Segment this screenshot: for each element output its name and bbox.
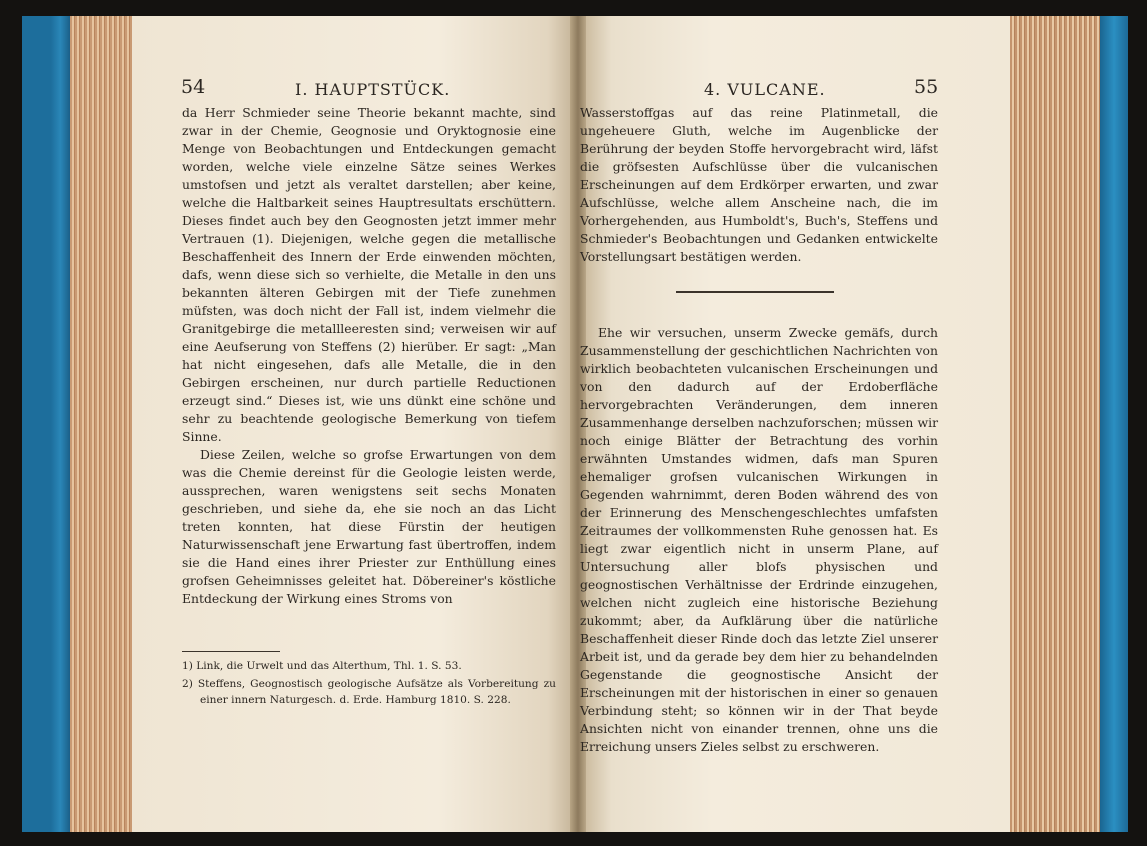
left-body-text [182,104,556,608]
left-paragraph-2: Diese Zeilen, welche so grofse Erwartungen von dem was die Chemie dereinst für die Geologie leisten werde, aussprechen, waren wenigstens seit sechs Monaten geschrieben, und siehe da, ehe sie noch an das Licht treten konnten, hat diese Fürstin der heutigen Naturwissenschaft jene Erwartung fast übertroffen, indem sie die Hand eines ihrer Priester zur Enthüllung eines grofsen Geheimnisses geleitet hat. Döbereiner's köstliche Entdeckung der Wirkung eines Stroms von [182,447,556,606]
left-running-head: I. HAUPTSTÜCK. [295,80,451,99]
page-edges-right [1010,16,1100,832]
section-divider [676,291,834,293]
book-cover-right [1100,16,1128,832]
left-paragraph-1: da Herr Schmieder seine Theorie bekannt machte, sind zwar in der Chemie, Geognosie und Oryktognosie eine Menge von Beobachtungen und Entdeckungen gemacht worden, welche viele einzelne Sätze seines Werkes umstofsen und jetzt als veraltet darstellen; aber keine, welche die Haltbarkeit seines Hauptresultats erschüttern. Dieses findet auch bey den Geognosten jetzt immer mehr Vertrauen (1). Diejenigen, welche gegen die metallische Beschaffenheit des Innern der Erde einwenden möchten, dafs, wenn diese sich so verhielte, die Metalle in den uns bekannten älteren Gebirgen mit der Tiefe zunehmen müfsten, was doch nicht der Fall ist, indem vielmehr die Granitgebirge die metallleeresten sind; verweisen wir auf eine Aeufserung von Steffens (2) hierüber. Er sagt: „Man hat nicht eingesehen, dafs alle Metalle, die in den Gebirgen erscheinen, nur durch partielle Reductionen erzeugt sind.“ Dieses ist, wie uns dünkt eine schöne und sehr zu beachtende geologische Bemerkung von tiefem Sinne. [182,105,556,444]
left-page-number: 54 [181,76,206,98]
footnote-rule [182,651,280,652]
right-paragraph-2: Ehe wir versuchen, unserm Zwecke gemäfs, durch Zusammenstellung der geschichtlichen Nachrichten von wirklich beobachteten vulcanischen Erscheinungen und von den dadurch auf der Erdoberfläche hervorgebrachten Veränderungen, dem inneren Zusammenhange derselben nachzuforschen; müssen wir noch einige Blätter der Betrachtung des vorhin erwähnten Umstandes widmen, dafs man Spuren ehemaliger grofsen vulcanischen Wirkungen in Gegenden wahrnimmt, deren Boden während des von der Erinnerung des Menschengeschlechtes umfafsten Zeitraumes der vollkommensten Ruhe genossen hat. Es liegt zwar eigentlich nicht in unserm Plane, auf Untersuchung aller blofs physischen und geognostischen Verhältnisse der Erdrinde einzugehen, welchen nicht zugleich eine historische Beziehung zukommt; aber, da Aufklärung über die natürliche Beschaffenheit dieser Rinde doch das letzte Ziel unserer Arbeit ist, und da gerade bey dem hier zu behandelnden Gegenstande die geognostische Ansicht der Erscheinungen mit der historischen in einer so genauen Verbindung steht; so können wir in der That beyde Ansichten nicht von einander trennen, ohne uns die Erreichung unsers Zieles selbst zu erschweren. [580,325,938,754]
book-cover-left [22,16,70,832]
right-running-head: 4. VULCANE. [704,80,826,99]
footnote-1: 1) Link, die Urwelt und das Alterthum, Thl. 1. S. 53. [182,660,462,672]
right-page-number: 55 [914,76,939,98]
page-edges-left [70,16,132,832]
footnotes [182,658,556,710]
right-paragraph-1: Wasserstoffgas auf das reine Platinmetall, die ungeheuere Gluth, welche im Augenblicke der Berührung der beyden Stoffe hervorgebracht wird, läfst die gröfsesten Aufschlüsse über die vulcanischen Erscheinungen auf dem Erdkörper erwarten, und zwar Aufschlüsse, welche allem Anscheine nach, die im Vorhergehenden, aus Humboldt's, Buch's, Steffens und Schmieder's Beobachtungen und Gedanken entwickelte Vorstellungsart bestätigen werden. [580,105,938,264]
footnote-2: 2) Steffens, Geognostisch geologische Aufsätze als Vorbereitung zu einer innern Naturgesch. d. Erde. Hamburg 1810. S. 228. [182,678,556,706]
right-body-text [580,104,938,756]
